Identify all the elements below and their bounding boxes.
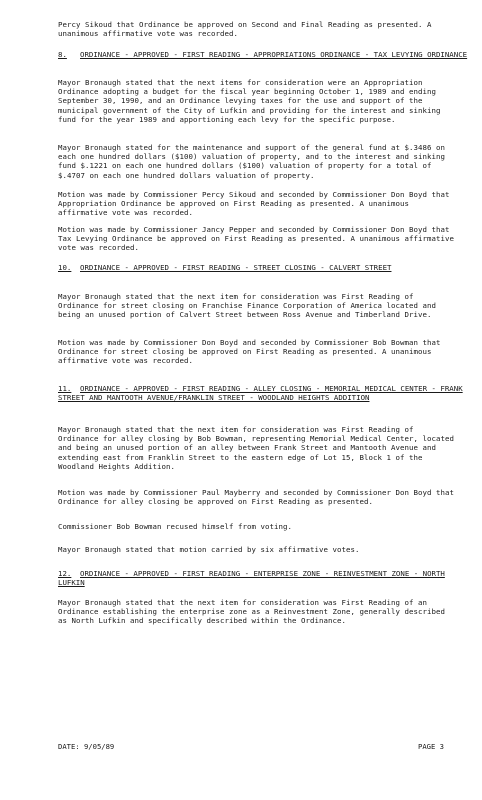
paragraph-motion-result: Mayor Bronaugh stated that motion carried by six affirmative votes. [58, 545, 360, 554]
section-title: ORDINANCE - APPROVED - FIRST READING - APPROPRIATIONS ORDINANCE - TAX LEVYING ORDINANCE [80, 50, 468, 59]
section-number: 8. [58, 50, 67, 59]
paragraph-motion-street-closing: Motion was made by Commissioner Don Boyd and seconded by Commissioner Bob Bowman that Ordinance for street closing be approved on First Reading as presented. A unanimous affirmative vote was recorded. [58, 338, 441, 366]
paragraph-recusal: Commissioner Bob Bowman recused himself from voting. [58, 522, 292, 531]
section-title: ORDINANCE - APPROVED - FIRST READING - STREET CLOSING - CALVERT STREET [80, 263, 392, 272]
paragraph-budget-intro: Mayor Bronaugh stated that the next items for consideration were an Appropriation Ordinance adopting a budget for the fiscal year beginning October 1, 1989 and ending September 30, 1990, and an Ordinance levying taxes for the use and support of the municipal government of the City of Lufkin and providing for the interest and sinking fund for the year 1989 and apportioning each levy for the specific purpose. [58, 78, 441, 124]
section-heading-10 [58, 263, 468, 272]
paragraph-motion-alley-closing: Motion was made by Commissioner Paul Mayberry and seconded by Commissioner Don Boyd that Ordinance for alley closing be approved on First Reading as presented. [58, 488, 454, 507]
section-heading-12 [58, 569, 468, 587]
paragraph-alley-closing-intro: Mayor Bronaugh stated that the next item for consideration was First Reading of Ordinance for alley closing by Bob Bowman, representing Memorial Medical Center, located and being an unused portion of an alley between Frank Street and Mantooth Avenue and extending east from Franklin Street to the eastern edge of Lot 15, Block 1 of the Woodland Heights Addition. [58, 425, 454, 471]
section-heading-11 [58, 384, 468, 402]
section-title: ORDINANCE - APPROVED - FIRST READING - ENTERPRISE ZONE - REINVESTMENT ZONE - NORTH LUFKIN [58, 569, 445, 588]
footer-date: DATE: 9/05/89 [58, 742, 115, 751]
section-title: ORDINANCE - APPROVED - FIRST READING - ALLEY CLOSING - MEMORIAL MEDICAL CENTER - FRANK STREET AND MANTOOTH AVENUE/FRANKLIN STREET - WOODLAND HEIGHTS ADDITION [58, 384, 463, 403]
section-number: 11. [58, 384, 72, 393]
section-heading-8 [58, 50, 468, 59]
section-number: 10. [58, 263, 72, 272]
paragraph-tax-rate: Mayor Bronaugh stated for the maintenance and support of the general fund at $.3486 on each one hundred dollars ($100) valuation of property, and to the interest and sinking fund $.1221 on each one hundred dollars ($100) valuation of property for a total of $.4707 on each one hundred dollars valuation of property. [58, 143, 445, 180]
paragraph-motion-carryover: Percy Sikoud that Ordinance be approved on Second and Final Reading as presented. A unanimous affirmative vote was recorded. [58, 20, 432, 39]
paragraph-street-closing-intro: Mayor Bronaugh stated that the next item for consideration was First Reading of Ordinance for street closing on Franchise Finance Corporation of America located and being an unused portion of Calvert Street between Ross Avenue and Timberland Drive. [58, 292, 436, 320]
footer-page-number: PAGE 3 [418, 742, 444, 751]
paragraph-enterprise-zone-intro: Mayor Bronaugh stated that the next item for consideration was First Reading of an Ordinance establishing the enterprise zone as a Reinvestment Zone, generally described as North Lufkin and specifically described within the Ordinance. [58, 598, 445, 626]
paragraph-motion-appropriation: Motion was made by Commissioner Percy Sikoud and seconded by Commissioner Don Boyd that Appropriation Ordinance be approved on First Reading as presented. A unanimous affirmative vote was recorded. [58, 190, 450, 218]
section-number: 12. [58, 569, 72, 578]
paragraph-motion-tax-levy: Motion was made by Commissioner Jancy Pepper and seconded by Commissioner Don Boyd that Tax Levying Ordinance be approved on First Reading as presented. A unanimous affirmative vote was recorded. [58, 225, 454, 253]
